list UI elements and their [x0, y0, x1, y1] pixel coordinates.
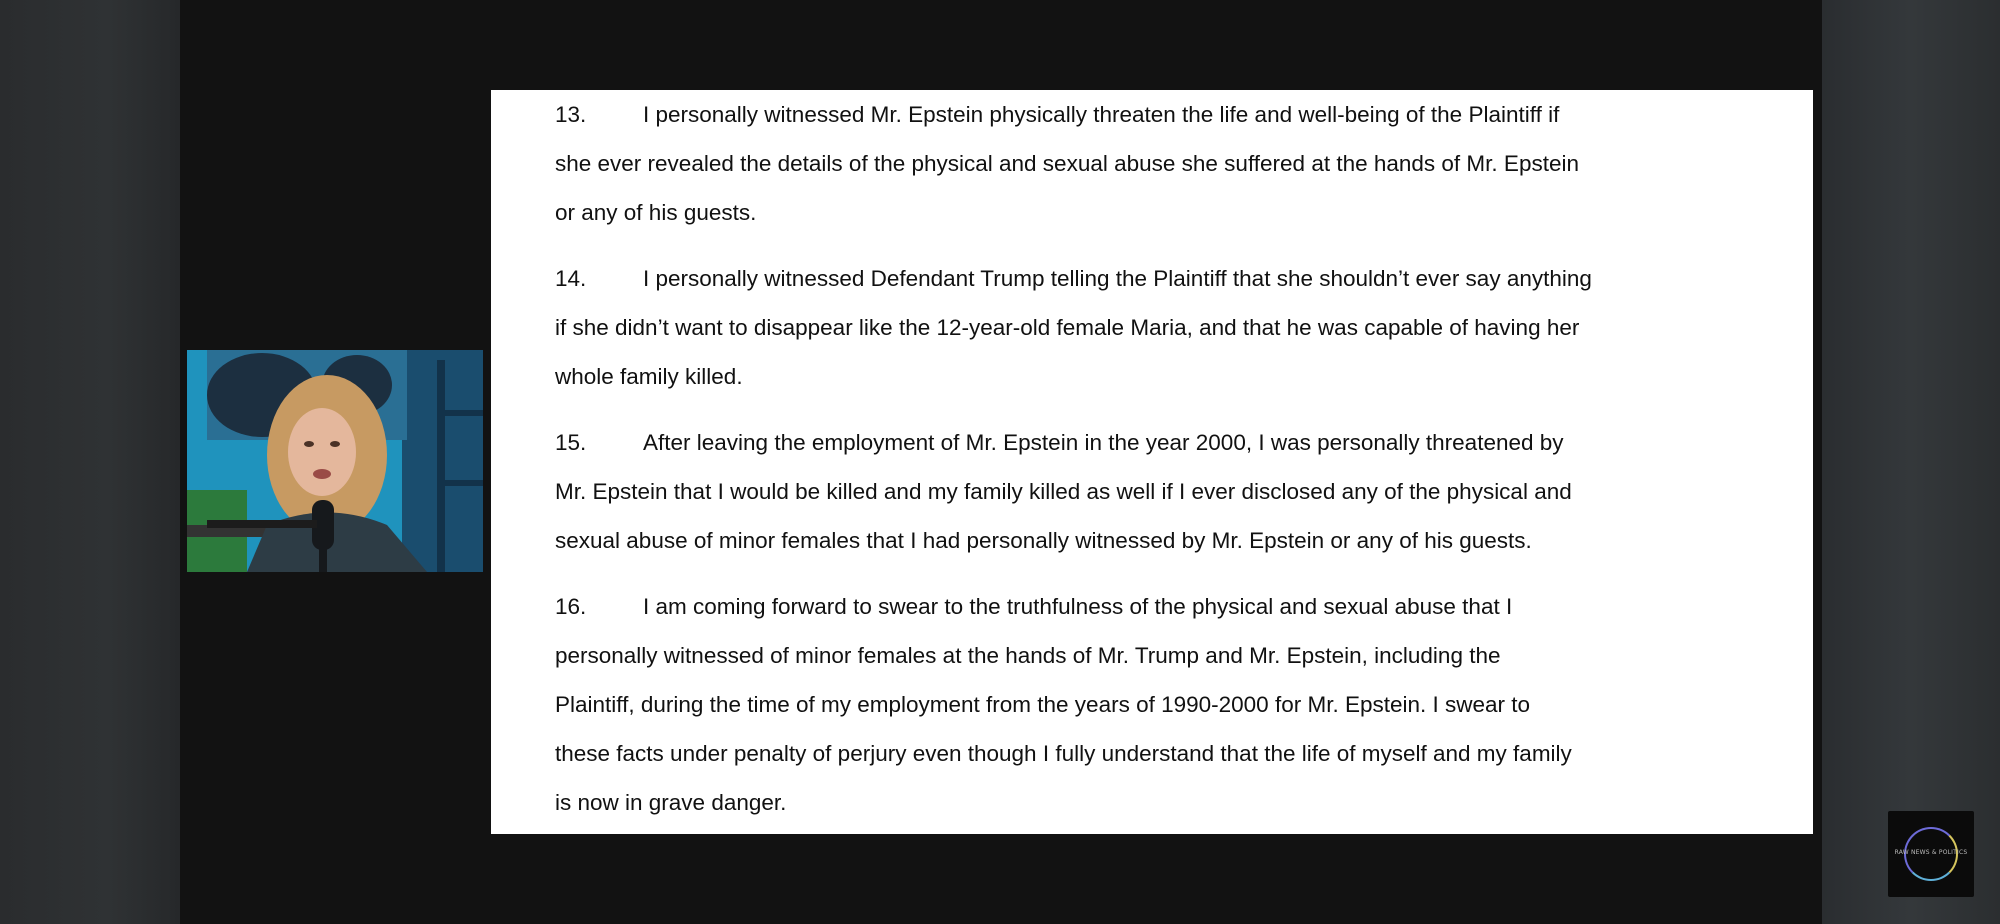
watermark-text: RAW NEWS & POLITICS: [1894, 849, 1968, 856]
paragraph-line: she ever revealed the details of the physical and sexual abuse she suffered at the hands of Mr. Epstein: [555, 151, 1579, 176]
paragraph-line: or any of his guests.: [555, 200, 757, 225]
paragraph-number: 15.: [555, 430, 587, 455]
presenter-video-icon: [187, 350, 483, 572]
paragraph-line: I personally witnessed Defendant Trump telling the Plaintiff that she shouldn’t ever say anything: [643, 266, 1592, 291]
paragraph-line: I personally witnessed Mr. Epstein physically threaten the life and well-being of the Plaintiff if: [643, 102, 1560, 127]
presenter-webcam-overlay: [187, 350, 483, 572]
paragraph-line: After leaving the employment of Mr. Epstein in the year 2000, I was personally threatened by: [643, 430, 1564, 455]
paragraph-number: 14.: [555, 266, 587, 291]
paragraph-line: Plaintiff, during the time of my employment from the years of 1990-2000 for Mr. Epstein. I swear to: [555, 692, 1531, 717]
paragraph-number: 13.: [555, 102, 587, 127]
paragraph-line: personally witnessed of minor females at the hands of Mr. Trump and Mr. Epstein, including the: [555, 643, 1501, 668]
right-blurred-panel: [1822, 0, 2000, 924]
document-page: [491, 90, 1813, 834]
channel-watermark: [1888, 811, 1974, 897]
paragraph-line: I am coming forward to swear to the truthfulness of the physical and sexual abuse that I: [643, 594, 1513, 619]
paragraph-number: 16.: [555, 594, 587, 619]
paragraph-line: these facts under penalty of perjury even though I fully understand that the life of myself and my family: [555, 741, 1572, 766]
paragraph-line: is now in grave danger.: [555, 790, 787, 815]
paragraph-line: Mr. Epstein that I would be killed and my family killed as well if I ever disclosed any of the physical and: [555, 479, 1572, 504]
left-blurred-panel: [0, 0, 180, 924]
paragraph-line: if she didn’t want to disappear like the 12-year-old female Maria, and that he was capable of having her: [555, 315, 1580, 340]
paragraph-line: whole family killed.: [555, 364, 743, 389]
paragraph-line: sexual abuse of minor females that I had personally witnessed by Mr. Epstein or any of his guests.: [555, 528, 1532, 553]
